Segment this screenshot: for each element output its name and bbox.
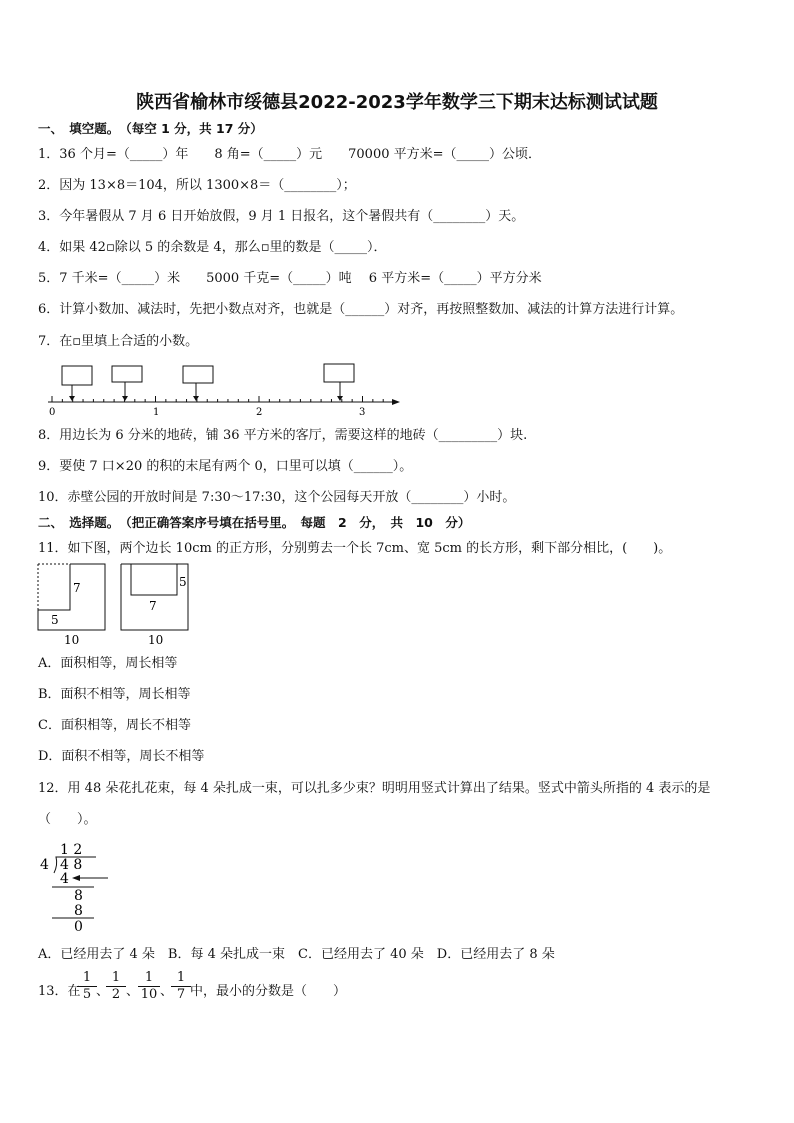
- fraction-separator: 、: [96, 984, 110, 999]
- q11-option-b: B．面积不相等，周长相等: [38, 687, 191, 702]
- fraction-separator: 、: [160, 984, 174, 999]
- answer-box-1: [62, 366, 92, 385]
- question-7: 7．在▫里填上合适的小数。: [38, 334, 199, 349]
- fraction-3: $\frac{1}{10}$: [138, 970, 160, 1003]
- fig2-label-cut-length: 7: [149, 599, 157, 613]
- fig2-label-cut-width: 5: [179, 575, 187, 589]
- arrow-icon: [72, 875, 80, 881]
- number-line-figure: [40, 360, 410, 418]
- fig1-label-side: 10: [64, 633, 80, 647]
- answer-box-4: [324, 364, 354, 382]
- answer-box-2: [112, 366, 142, 382]
- q11-option-d: D．面积不相等，周长不相等: [38, 749, 205, 764]
- section-heading-choice: 二、 选择题。 （把正确答案序号填在括号里。 每题 2 分， 共 10 分）: [38, 515, 471, 530]
- tick-label-2: 2: [256, 407, 263, 418]
- division-remainder: 0: [74, 919, 83, 934]
- question-9: 9．要使 7 口×20 的积的末尾有两个 0，口里可以填（______）。: [38, 459, 413, 474]
- division-step-3: 8: [74, 903, 83, 919]
- division-quotient: 1 2: [60, 842, 83, 858]
- fraction-2: $\frac{1}{2}$: [106, 970, 126, 1003]
- fraction-1: $\frac{1}{5}$: [77, 970, 97, 1003]
- figure-1-outline: [38, 564, 105, 630]
- answer-box-3: [183, 366, 213, 383]
- tick-label-3: 3: [359, 407, 366, 418]
- section-heading-fill-blank: 一、 填空题。 （每空 1 分，共 17 分）: [38, 121, 263, 136]
- fraction-separator: 、: [126, 984, 140, 999]
- division-step-2: 8: [74, 888, 83, 904]
- q11-option-c: C．面积相等，周长不相等: [38, 718, 191, 733]
- question-13-prefix: 13．在: [38, 984, 81, 999]
- division-step-1: 4: [60, 871, 69, 887]
- question-1: 1．36 个月=（_____）年 8 角=（_____）元 70000 平方米=（_____）公顷．: [38, 147, 542, 162]
- question-3: 3．今年暑假从 7 月 6 日开始放假，9 月 1 日报名，这个暑假共有（________）天。: [38, 209, 525, 224]
- axis-arrow-icon: [392, 399, 400, 405]
- page-title: 陕西省榆林市绥德县2022-2023学年数学三下期末达标测试试题: [136, 92, 658, 113]
- q11-option-a: A．面积相等，周长相等: [38, 656, 178, 671]
- fig1-label-cut-width: 5: [51, 613, 59, 627]
- question-6: 6．计算小数加、减法时，先把小数点对齐，也就是（______）对齐，再按照整数加、减法的计算方法进行计算。: [38, 302, 684, 317]
- question-10: 10．赤壁公园的开放时间是 7:30～17:30，这个公园每天开放（________）小时。: [38, 490, 516, 505]
- question-4: 4．如果 42▫除以 5 的余数是 4，那么▫里的数是（_____）．: [38, 240, 387, 255]
- question-12: 12．用 48 朵花扎花束，每 4 朵扎成一束，可以扎多少束？明明用竖式计算出了结果。竖式中箭头所指的 4 表示的是: [38, 781, 711, 796]
- fig2-label-side: 10: [148, 633, 164, 647]
- question-12-blank: （ ）。: [38, 812, 97, 827]
- question-11: 11．如下图，两个边长 10cm 的正方形，分别剪去一个长 7cm、宽 5cm 的长方形，剩下部分相比，( )。: [38, 541, 672, 556]
- fig1-label-cut-length: 7: [73, 581, 81, 595]
- fraction-4: $\frac{1}{7}$: [171, 970, 191, 1003]
- question-2: 2．因为 13×8＝104，所以 1300×8＝（________）；: [38, 178, 356, 193]
- question-5: 5．7 千米=（_____）米 5000 千克=（_____）吨 6 平方米=（_____）平方分米: [38, 271, 542, 286]
- division-divisor: 4: [40, 857, 49, 873]
- question-8: 8．用边长为 6 分米的地砖，铺 36 平方米的客厅，需要这样的地砖（_________）块.: [38, 428, 528, 443]
- tick-label-1: 1: [153, 407, 160, 418]
- long-division-figure: [36, 838, 116, 934]
- division-dividend: 4 8: [60, 857, 83, 873]
- q12-options: A．已经用去了 4 朵 B．每 4 朵扎成一束 C．已经用去了 40 朵 D．已经用去了 8 朵: [38, 947, 555, 962]
- q11-figures: [36, 562, 196, 648]
- question-13-suffix: 中，最小的分数是（ ）: [190, 984, 347, 999]
- tick-label-0: 0: [49, 407, 56, 418]
